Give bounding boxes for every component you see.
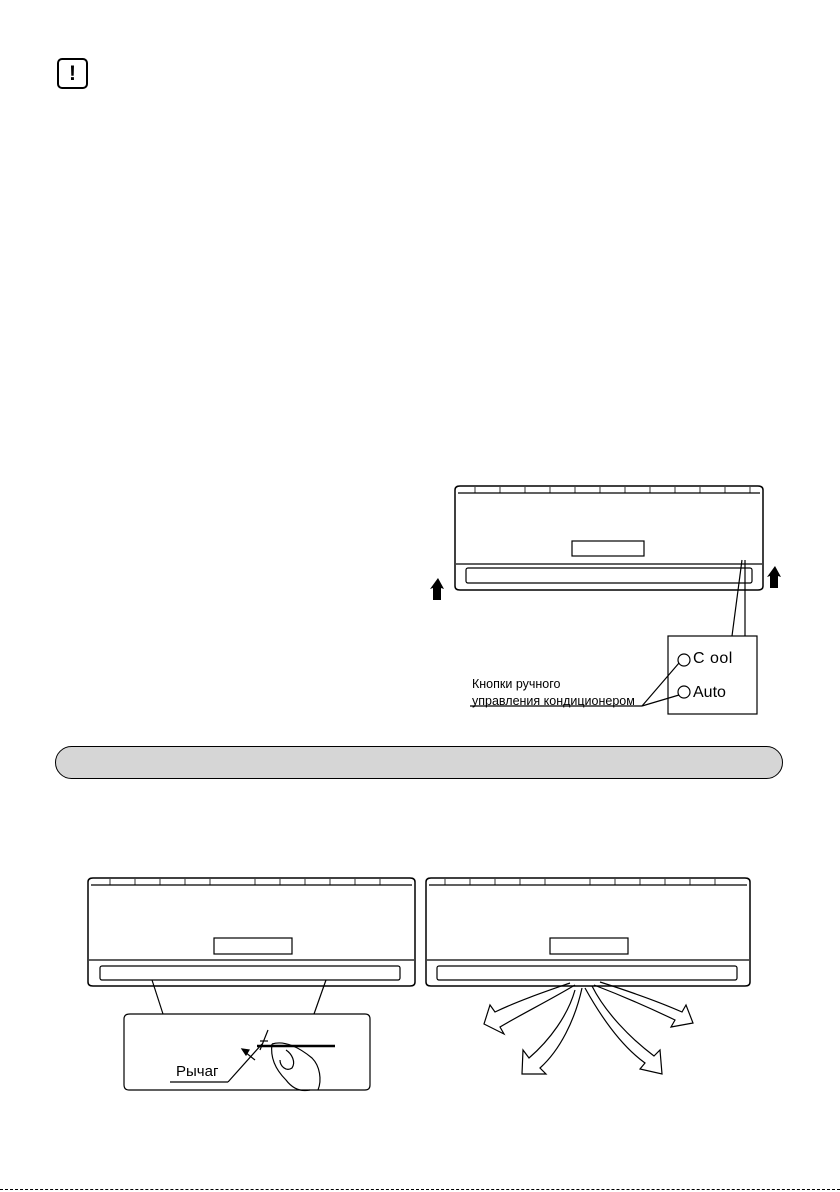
indoor-unit-airflow bbox=[426, 878, 750, 1074]
exclamation-icon: ! bbox=[57, 58, 88, 89]
up-arrow-left-icon bbox=[430, 578, 444, 600]
lever-label: Рычаг bbox=[176, 1063, 219, 1080]
auto-button-label: Auto bbox=[693, 684, 726, 701]
cool-button-label: C ool bbox=[693, 650, 733, 667]
up-arrow-right-icon bbox=[767, 566, 781, 588]
manual-controls-label: Кнопки ручного управления кондиционером bbox=[472, 677, 635, 708]
indoor-unit-lever bbox=[88, 878, 415, 1091]
page-bottom-rule bbox=[0, 1189, 840, 1190]
section-heading-bar bbox=[55, 746, 783, 779]
